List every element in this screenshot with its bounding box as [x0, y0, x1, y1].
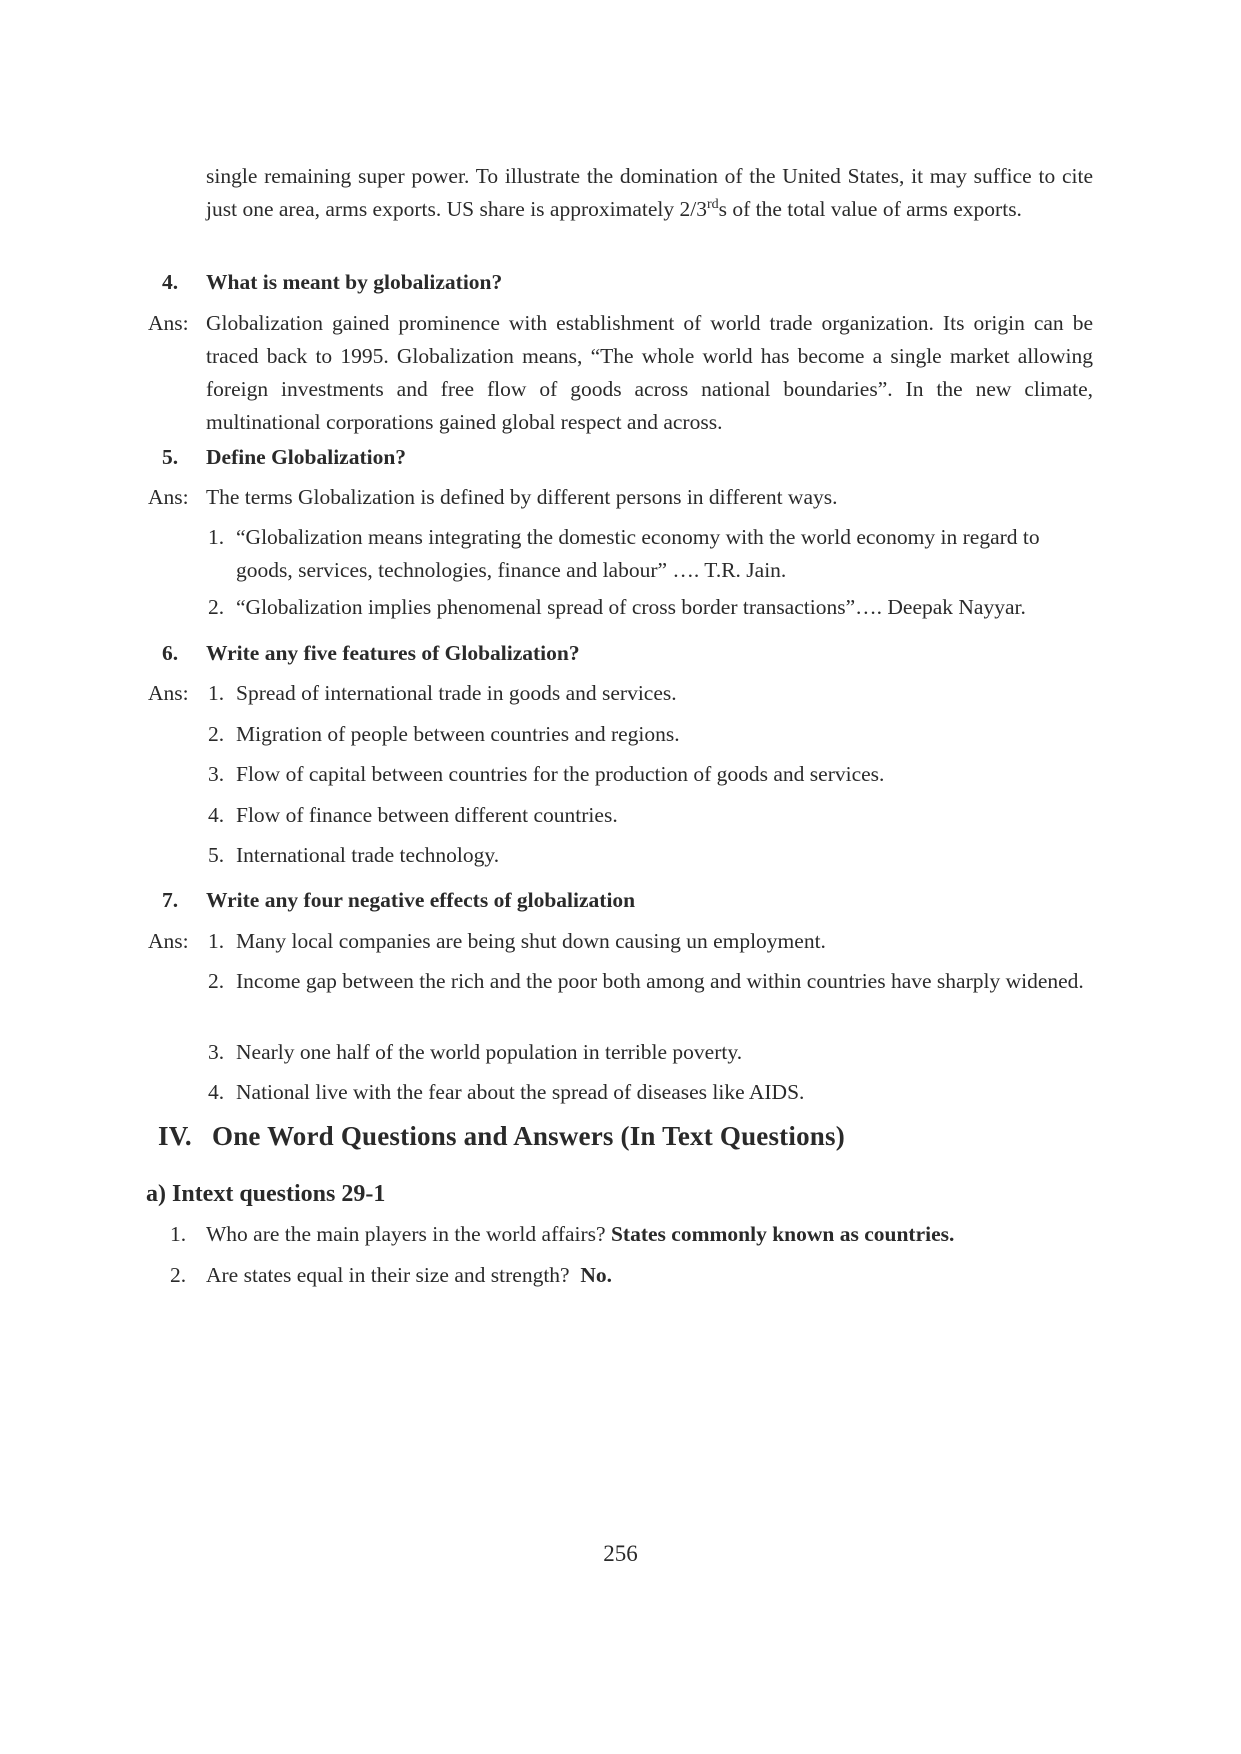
item-number: 1.	[170, 1222, 187, 1246]
item-number: 2.	[208, 722, 225, 746]
question-text: Define Globalization?	[206, 445, 407, 469]
question-text: Write any four negative effects of globalization	[206, 888, 636, 912]
item-text: Flow of finance between different countries.	[236, 803, 618, 827]
item-number: 4.	[208, 1080, 225, 1104]
one-word-question	[148, 1259, 1093, 1292]
question-text: Write any five features of Globalization?	[206, 641, 580, 665]
answer-text: The terms Globalization is defined by different persons in different ways.	[206, 485, 838, 509]
subsection-heading	[146, 1178, 1091, 1211]
answer-label: Ans:	[148, 311, 189, 335]
item-text: Income gap between the rich and the poor both among and within countries have sharply widened.	[236, 969, 1084, 993]
list-item	[148, 1036, 1093, 1069]
item-number: 1.	[208, 929, 225, 953]
item-text: National live with the fear about the spread of diseases like AIDS.	[236, 1080, 805, 1104]
list-item	[148, 758, 1093, 791]
item-text: Flow of capital between countries for the production of goods and services.	[236, 762, 885, 786]
answer-text: States commonly known as countries.	[610, 1222, 955, 1246]
intro-text-1: single remaining super power. To illustrate the domination of the United States, it may suffice to cite just one area, arms exports. US share is approximately 2/3	[206, 164, 1093, 221]
question-7	[148, 884, 1093, 917]
list-item	[148, 1076, 1093, 1109]
item-number: 2.	[170, 1263, 187, 1287]
item-number: 2.	[208, 595, 225, 619]
item-number: 1.	[208, 525, 225, 549]
item-text: International trade technology.	[236, 843, 500, 867]
item-number: 3.	[208, 1040, 225, 1064]
subsection-label: a)	[146, 1181, 166, 1207]
item-text: Migration of people between countries and regions.	[236, 722, 680, 746]
page-number: 256	[603, 1541, 638, 1566]
question-6	[148, 637, 1093, 670]
question-number: 7.	[162, 888, 179, 912]
list-item	[148, 839, 1093, 872]
section-title: One Word Questions and Answers (In Text Questions)	[212, 1121, 845, 1151]
item-number: 5.	[208, 843, 225, 867]
list-item	[148, 799, 1093, 832]
list-item	[148, 677, 1093, 710]
answer-label: Ans:	[148, 929, 189, 953]
list-item	[148, 521, 1093, 587]
question-number: 6.	[162, 641, 179, 665]
intro-paragraph	[148, 160, 1093, 226]
section-roman: IV.	[158, 1121, 192, 1151]
item-number: 3.	[208, 762, 225, 786]
section-heading	[158, 1120, 1103, 1153]
question-4	[148, 266, 1093, 299]
question-5	[148, 441, 1093, 474]
item-text: Spread of international trade in goods and services.	[236, 681, 677, 705]
answer-text: No.	[580, 1263, 612, 1287]
intro-text-2: s of the total value of arms exports.	[718, 197, 1022, 221]
question-number: 5.	[162, 445, 179, 469]
answer-label: Ans:	[148, 485, 189, 509]
answer-5	[148, 481, 1093, 514]
list-item	[148, 718, 1093, 751]
item-number: 4.	[208, 803, 225, 827]
intro-superscript: rd	[706, 196, 719, 212]
question-text: Who are the main players in the world affairs?	[206, 1222, 606, 1246]
one-word-question	[148, 1218, 1093, 1251]
answer-4	[148, 307, 1093, 439]
answer-label: Ans:	[148, 681, 189, 705]
answer-text: Globalization gained prominence with establishment of world trade organization. Its origin can be traced back to 1995. Globalization means, “The whole world has become a single market allowing foreign investments and free flow of goods across national boundaries”. In the new climate, multinational corporations gained global respect and across.	[206, 311, 1093, 434]
item-number: 2.	[208, 969, 225, 993]
list-item	[148, 925, 1093, 958]
question-number: 4.	[162, 270, 179, 294]
item-text: “Globalization implies phenomenal spread of cross border transactions”…. Deepak Nayyar.	[236, 595, 1026, 619]
item-text: Nearly one half of the world population in terrible poverty.	[236, 1040, 743, 1064]
item-number: 1.	[208, 681, 225, 705]
list-item	[148, 965, 1093, 998]
subsection-title: Intext questions 29-1	[172, 1181, 386, 1207]
question-text: Are states equal in their size and strength?	[206, 1263, 570, 1287]
question-text: What is meant by globalization?	[206, 270, 503, 294]
item-text: Many local companies are being shut down causing un employment.	[236, 929, 826, 953]
item-text: “Globalization means integrating the domestic economy with the world economy in regard to goods, services, technologies, finance and labour” …. T.R. Jain.	[236, 525, 1040, 582]
list-item	[148, 591, 1093, 624]
